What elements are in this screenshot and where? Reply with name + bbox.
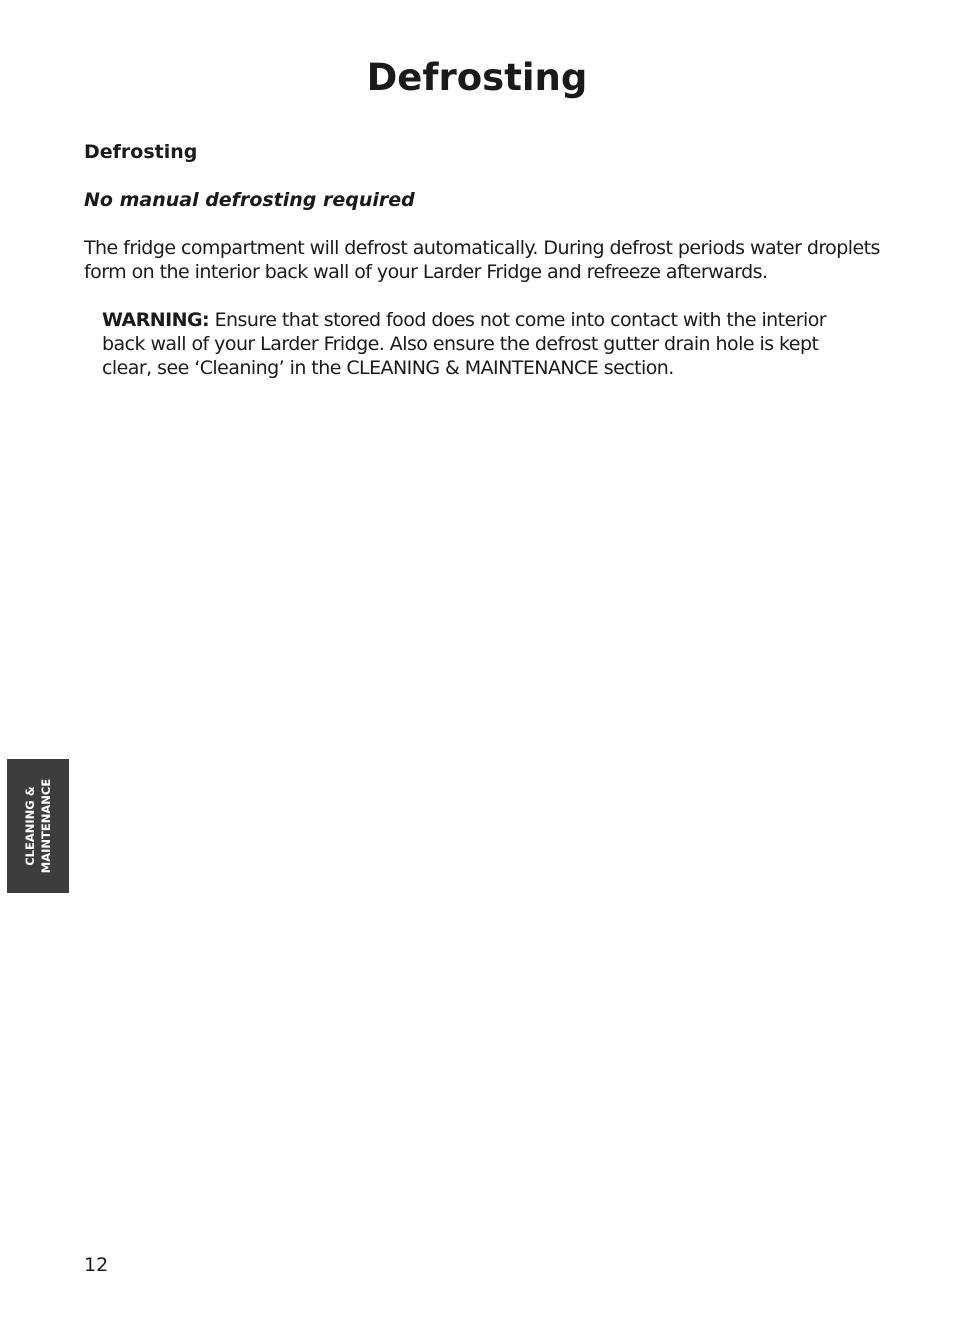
body-paragraph: The fridge compartment will defrost automatically. During defrost periods water droplets form on the interior back wall of your Larder Fridge and refreeze afterwards. — [84, 237, 880, 283]
section-heading: Defrosting — [84, 141, 198, 163]
side-tab-line-2: MAINTENANCE — [39, 778, 53, 874]
warning-text: Ensure that stored food does not come into contact with the interior back wall of your Larder Fridge. Also ensure the defrost gutter drain hole is kept clear, see ‘Cleaning’ in the CLEANING & MAINTENANCE section. — [102, 309, 827, 379]
warning-label: WARNING: — [102, 309, 210, 331]
side-tab-label — [22, 779, 54, 873]
page-number: 12 — [84, 1254, 109, 1276]
side-tab-line-1: CLEANING & — [23, 786, 37, 866]
main-content — [84, 140, 884, 380]
section-side-tab — [7, 759, 69, 893]
page-title: Defrosting — [366, 56, 588, 99]
section-subheading: No manual defrosting required — [84, 189, 415, 211]
warning-note — [102, 308, 862, 380]
